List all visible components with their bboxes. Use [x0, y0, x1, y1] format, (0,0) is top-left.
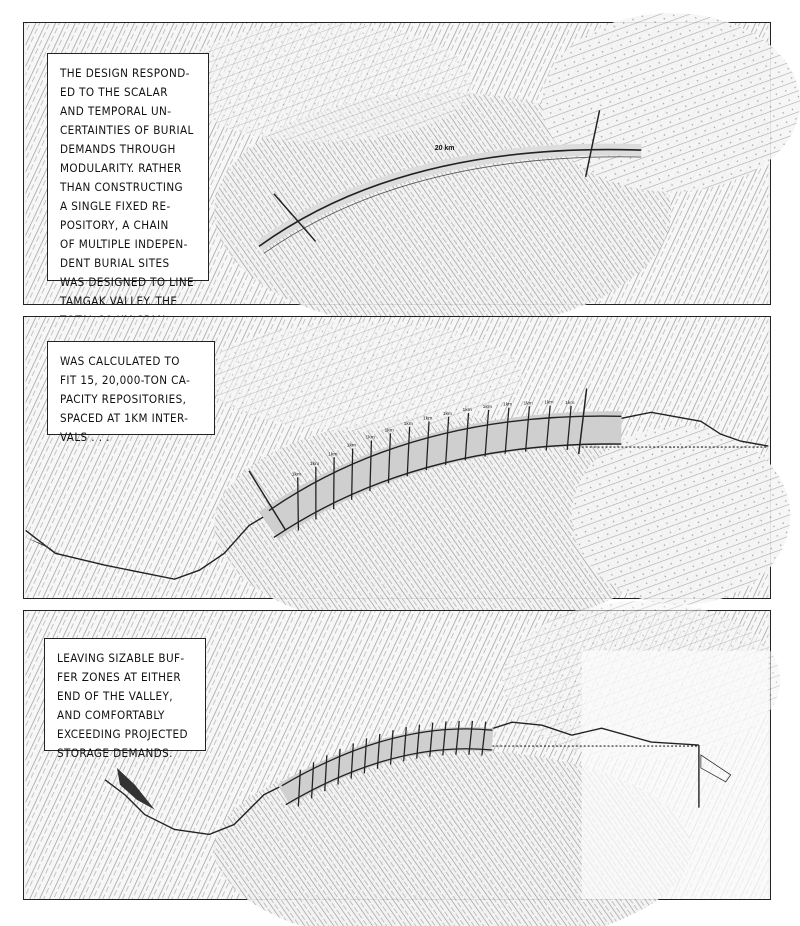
caption-line: TAMGAK VALLEY. THE [60, 294, 178, 308]
caption-line: FIT 15, 20,000-TON CA- [60, 373, 191, 387]
caption-box [47, 341, 215, 444]
caption-line: DEMANDS THROUGH [60, 142, 176, 156]
caption-box [44, 638, 206, 760]
interval-label: 1km [384, 428, 394, 434]
span-label: 20 km [434, 145, 455, 153]
panel-modularity [23, 22, 771, 308]
interval-label: 1km [291, 472, 302, 478]
caption-line: WAS DESIGNED TO LINE [60, 275, 195, 289]
interval-label: 1km [365, 435, 375, 441]
caption-line: CERTAINTIES OF BURIAL [60, 123, 194, 137]
caption-line: VALS . . . [60, 430, 110, 444]
caption-line: MODULARITY. RATHER [60, 161, 182, 175]
interval-label: 1km [523, 401, 533, 407]
interval-label: 1km [346, 443, 357, 449]
caption-line: SPACED AT 1KM INTER- [60, 411, 189, 425]
caption-line: POSITORY, A CHAIN [60, 218, 169, 232]
caption-line: EXCEEDING PROJECTED [57, 727, 188, 741]
caption-line: STORAGE DEMANDS. [57, 746, 173, 760]
caption-line: A SINGLE FIXED RE- [60, 199, 171, 213]
interval-label: 1km [309, 461, 320, 467]
repository-marker [298, 477, 299, 530]
interval-label: 1km [544, 400, 554, 406]
interval-label: 1km [502, 402, 513, 408]
caption-line: LEAVING SIZABLE BUF- [57, 651, 185, 665]
panel-repositories [23, 316, 771, 599]
interval-label: 1km [565, 400, 575, 406]
caption-line: OF MULTIPLE INDEPEN- [60, 237, 188, 251]
interval-label: 1km [423, 416, 433, 422]
panel-buffer-zones [23, 610, 771, 900]
interval-label: 1km [442, 411, 453, 417]
caption-line: ED TO THE SCALAR [60, 85, 168, 99]
caption-line: DENT BURIAL SITES [60, 256, 170, 270]
caption-line: WAS CALCULATED TO [60, 354, 180, 368]
caption-line: END OF THE VALLEY, [57, 689, 173, 703]
caption-line: AND TEMPORAL UN- [60, 104, 172, 118]
repository-marker [334, 457, 335, 509]
caption-line: FER ZONES AT EITHER [57, 670, 182, 684]
interval-label: 1km [328, 452, 338, 458]
interval-label: 1km [403, 422, 414, 428]
caption-line: PACITY REPOSITORIES, [60, 392, 187, 406]
caption-line: AND COMFORTABLY [57, 708, 165, 722]
caption-box [47, 53, 209, 308]
caption-line: THE DESIGN RESPOND- [60, 66, 190, 80]
interval-label: 1km [462, 407, 472, 413]
caption-line: THAN CONSTRUCTING [60, 180, 184, 194]
interval-label: 1km [482, 404, 492, 410]
